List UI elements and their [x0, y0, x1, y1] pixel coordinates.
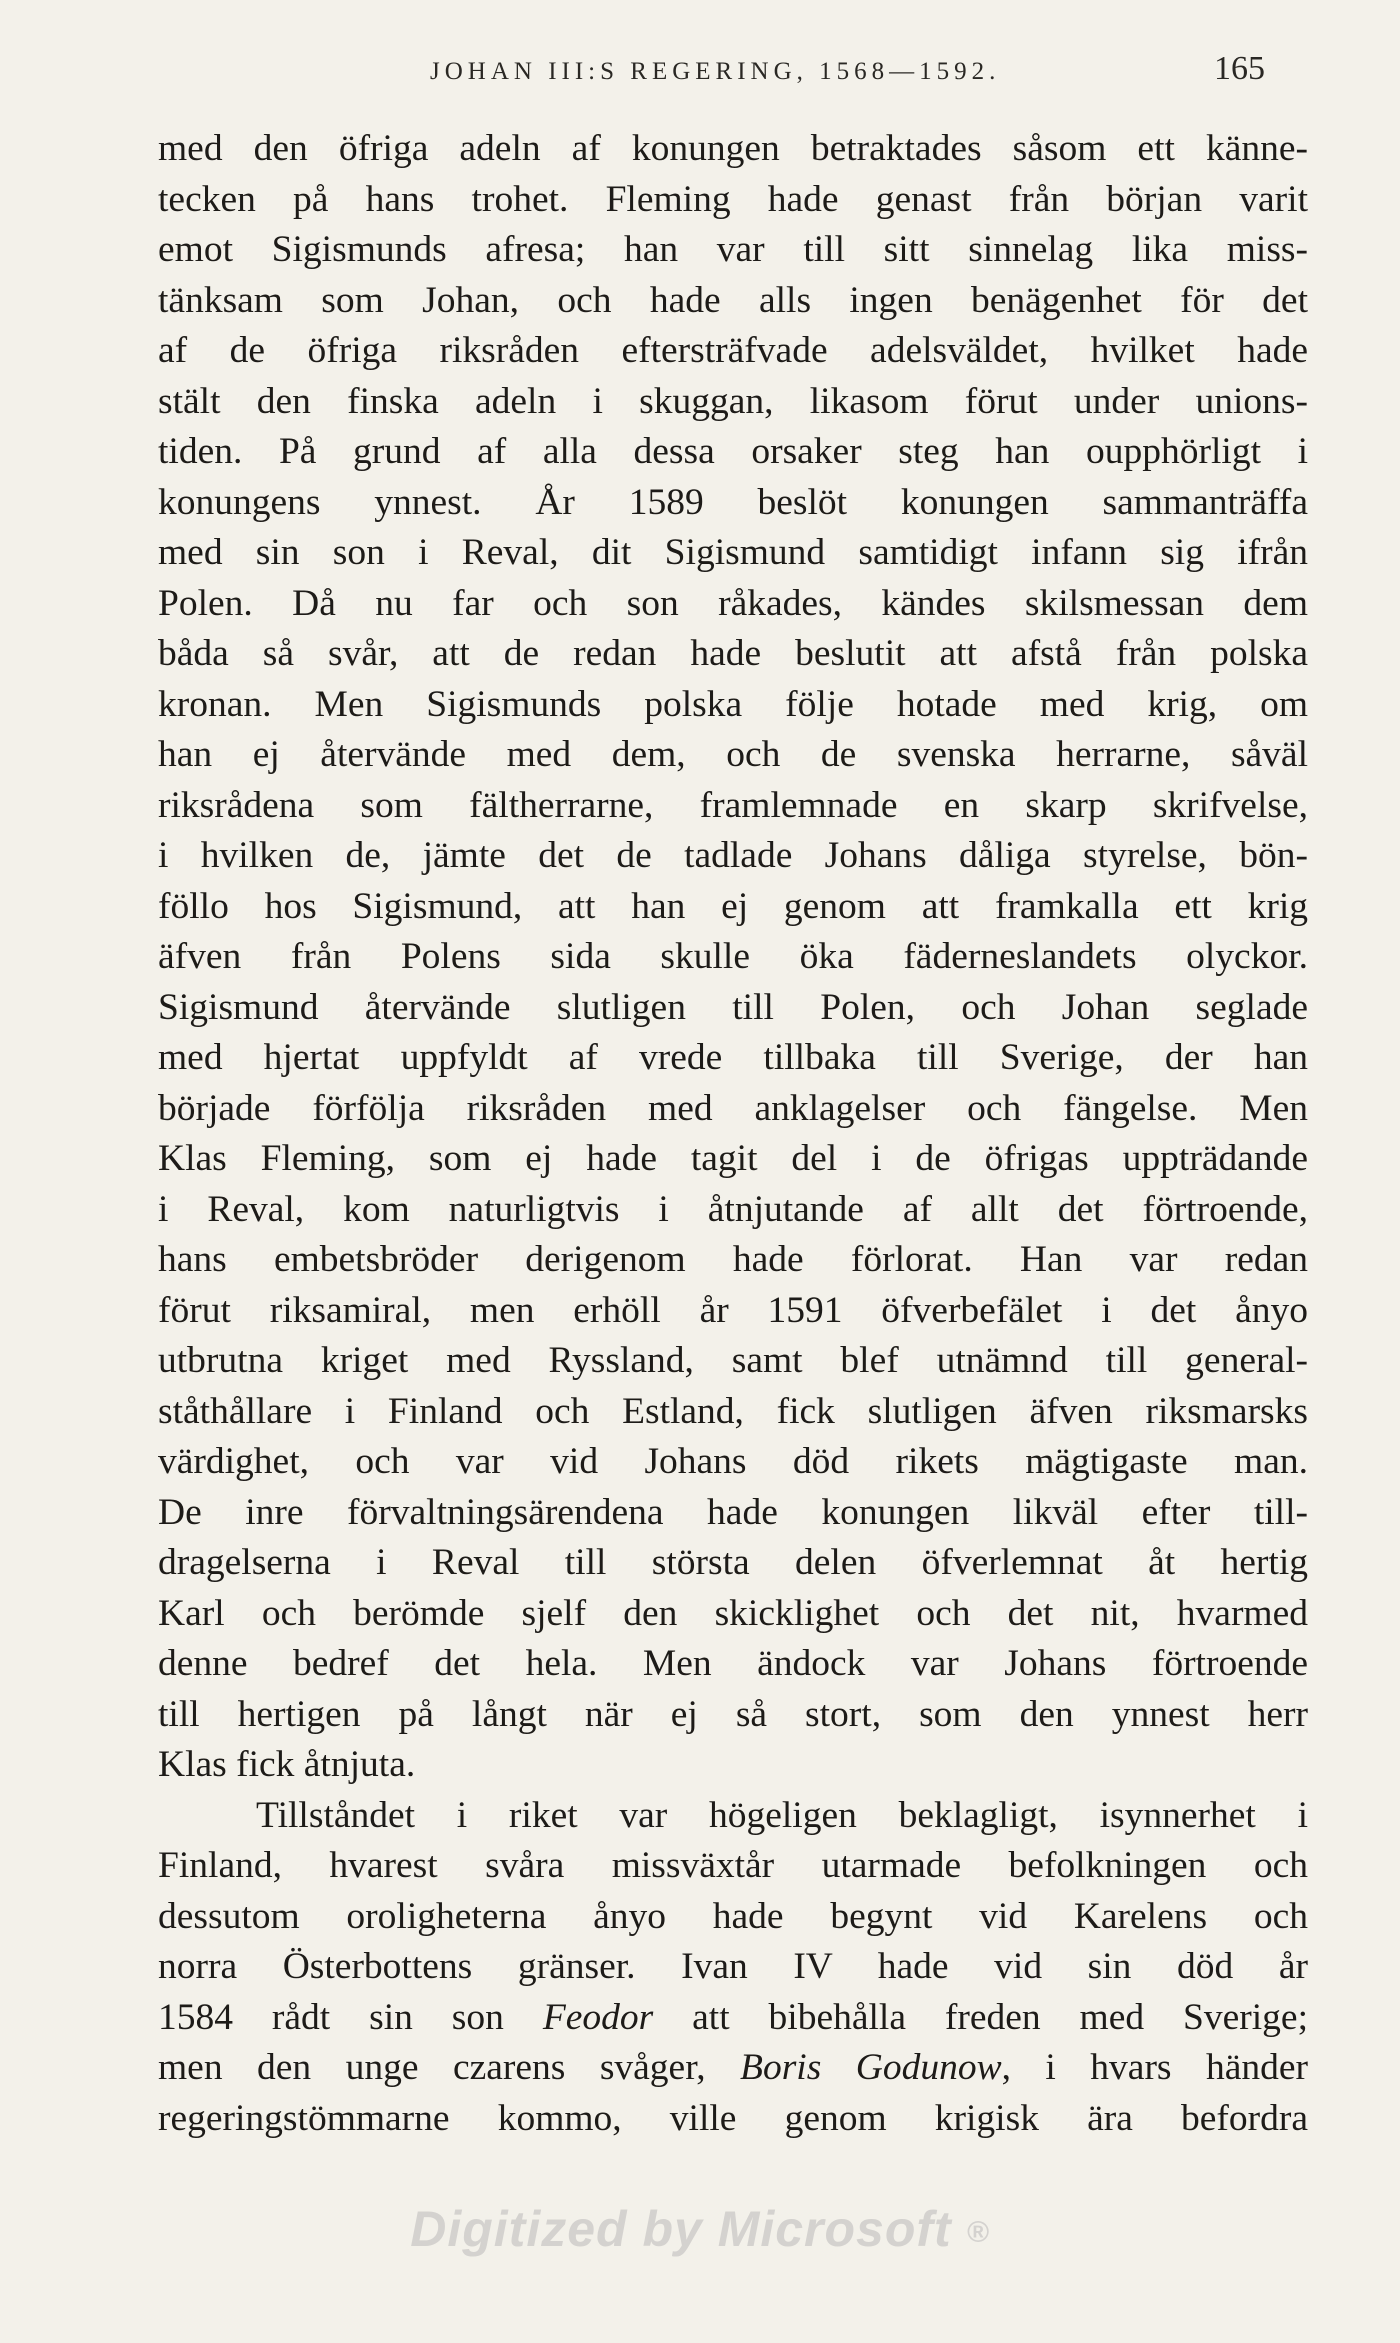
- text-line: dragelserna i Reval till största delen öfverlemnat åt hertig: [158, 1542, 1308, 1583]
- text-line: i hvilken de, jämte det de tadlade Johans dåliga styrelse, bön-: [158, 835, 1308, 876]
- italic-name: Feodor: [542, 1996, 654, 2038]
- body-text: [158, 124, 1308, 2144]
- text-line: regeringstömmarne kommo, ville genom krigisk ära befordra: [158, 2097, 1308, 2139]
- text-line: båda så svår, att de redan hade beslutit att afstå från polska: [158, 633, 1308, 674]
- text-line: Sigismund återvände slutligen till Polen, och Johan seglade: [158, 986, 1308, 1028]
- text-line: kronan. Men Sigismunds polska följe hotade med krig, om: [158, 683, 1308, 725]
- paragraph: [158, 124, 1308, 1791]
- italic-name: Boris Godunow: [740, 2047, 1002, 2088]
- text-line: dessutom oroligheterna ånyo hade begynt vid Karelens och: [158, 1895, 1308, 1937]
- paragraph: [158, 1791, 1308, 2145]
- text-line: utbrutna kriget med Ryssland, samt blef utnämnd till general-: [158, 1340, 1308, 1381]
- text-line: emot Sigismunds afresa; han var till sitt sinnelag lika miss-: [158, 229, 1308, 270]
- text-line: började förfölja riksråden med anklagelser och fängelse. Men: [158, 1087, 1308, 1129]
- text-line: han ej återvände med dem, och de svenska herrarne, såväl: [158, 734, 1308, 775]
- text-line: denne bedref det hela. Men ändock var Johans förtroende: [158, 1643, 1308, 1684]
- text-line: Klas fick åtnjuta.: [158, 1744, 416, 1785]
- text-line: äfven från Polens sida skulle öka fäderneslandets olyckor.: [158, 936, 1308, 977]
- text-line: Finland, hvarest svåra missväxtår utarmade befolkningen och: [158, 1845, 1308, 1886]
- text-line: af de öfriga riksråden eftersträfvade adelsväldet, hvilket hade: [158, 330, 1308, 371]
- text-line: 1584 rådt sin son Feodor att bibehålla freden med Sverige;: [158, 1996, 1308, 2038]
- text-line: förut riksamiral, men erhöll år 1591 öfverbefälet i det ånyo: [158, 1289, 1308, 1331]
- text-line: stält den finska adeln i skuggan, likasom förut under unions-: [158, 380, 1308, 422]
- running-head: [160, 50, 1310, 100]
- text-line: De inre förvaltningsärendena hade konungen likväl efter till-: [158, 1491, 1308, 1533]
- text-line: riksrådena som fältherrarne, framlemnade en skarp skrifvelse,: [158, 784, 1308, 826]
- text-line: Klas Fleming, som ej hade tagit del i de öfrigas uppträdande: [158, 1138, 1308, 1179]
- digitization-watermark: [0, 2200, 1400, 2258]
- text-line: med den öfriga adeln af konungen betraktades såsom ett känne-: [158, 128, 1308, 169]
- registered-mark: ®: [966, 2215, 990, 2249]
- text-line: konungens ynnest. År 1589 beslöt konungen sammanträffa: [158, 481, 1308, 523]
- text-line: i Reval, kom naturligtvis i åtnjutande af allt det förtroende,: [158, 1188, 1308, 1230]
- text-line: tänksam som Johan, och hade alls ingen benägenhet för det: [158, 279, 1308, 321]
- text-line: norra Österbottens gränser. Ivan IV hade vid sin död år: [158, 1946, 1308, 1987]
- page-number: 165: [1214, 50, 1265, 87]
- text-line: Karl och berömde sjelf den skicklighet och det nit, hvarmed: [158, 1592, 1308, 1634]
- running-head-title: JOHAN III:S REGERING, 1568—1592.: [430, 58, 1001, 85]
- text-line: med hjertat uppfyldt af vrede tillbaka till Sverige, der han: [158, 1037, 1308, 1078]
- text-line: till hertigen på långt när ej så stort, som den ynnest herr: [158, 1693, 1308, 1735]
- text-line: värdighet, och var vid Johans död rikets mägtigaste man.: [158, 1441, 1308, 1482]
- text-line: föllo hos Sigismund, att han ej genom att framkalla ett krig: [158, 885, 1308, 927]
- text-line: med sin son i Reval, dit Sigismund samtidigt infann sig ifrån: [158, 532, 1308, 573]
- text-line: hans embetsbröder derigenom hade förlorat. Han var redan: [158, 1239, 1308, 1280]
- watermark-text: Digitized by Microsoft: [410, 2201, 952, 2257]
- text-line: tiden. På grund af alla dessa orsaker steg han oupphörligt i: [158, 431, 1308, 472]
- text-line: Polen. Då nu far och son råkades, kändes skilsmessan dem: [158, 582, 1308, 624]
- text-line: men den unge czarens svåger, Boris Godunow, i hvars händer: [158, 2047, 1308, 2088]
- text-line: tecken på hans trohet. Fleming hade genast från början varit: [158, 178, 1308, 220]
- text-line: Tillståndet i riket var högeligen beklagligt, isynnerhet i: [256, 1794, 1308, 1836]
- text-line: ståthållare i Finland och Estland, fick slutligen äfven riksmarsks: [158, 1390, 1308, 1432]
